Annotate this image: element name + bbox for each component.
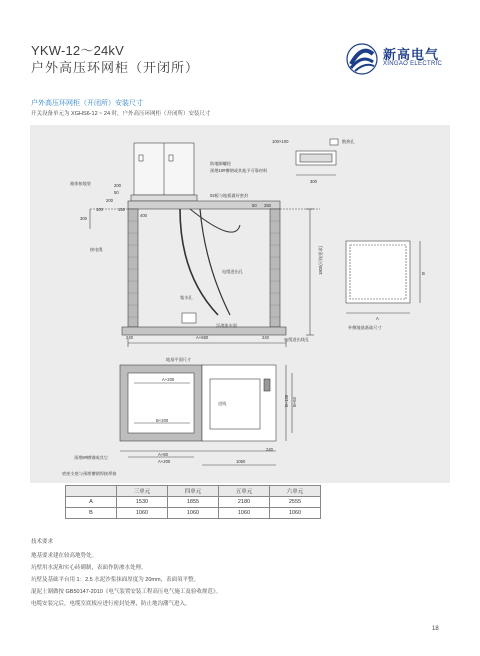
dim-b-60: B+60 xyxy=(292,397,297,407)
company-logo xyxy=(345,42,455,76)
label-ground-lower: 电缆进出线孔 xyxy=(284,337,310,342)
dim-240-c: 240 xyxy=(266,447,273,452)
label-ground-flat: 地基平面尺寸 xyxy=(166,357,192,362)
label-anchor-weld: 底座支座与预埋槽钢焊接焊接 xyxy=(62,471,117,476)
section-title: 户外高压环网柜（开闭所）安装尺寸 xyxy=(31,100,143,107)
section-description: 开关设备单元为 XGHS6-12 ~ 24 时，户外高压环网柜（开闭所）安装尺寸 xyxy=(31,111,211,117)
requirement-item: 电缆安装完后，电缆室底板应进行密封处理，防止地沟潮气进入。 xyxy=(31,601,191,607)
dim-200-a: 200 xyxy=(114,183,121,188)
table-cell: 1060 xyxy=(270,508,321,519)
table-row xyxy=(66,497,321,508)
table-cell: 2180 xyxy=(219,497,270,508)
label-box-ground: 箱体接地装 xyxy=(70,181,91,186)
dim-240-a: 240 xyxy=(126,335,133,340)
table-header-row xyxy=(66,486,321,497)
table-cell: A xyxy=(66,497,117,508)
label-incoming-cable: 进线 xyxy=(218,401,227,406)
dim-400: 400 xyxy=(140,213,147,218)
table-cell: 1060 xyxy=(168,508,219,519)
dim-a-200: A+200 xyxy=(162,377,175,382)
table-header-cell: 五单元 xyxy=(219,486,270,497)
dim-50-a: 50 xyxy=(114,190,119,195)
requirement-item: 坑壁及基础平台用 1：2.5 水泥沙浆抹面厚度为 20mm，表面須平整。 xyxy=(31,577,200,583)
table-cell: 1855 xyxy=(168,497,219,508)
dim-150: 150 xyxy=(118,207,125,212)
dim-200-b: 200 xyxy=(106,198,113,203)
table-cell: 2555 xyxy=(270,497,321,508)
dim-100: 100 xyxy=(96,207,103,212)
dim-b-100: B+100 xyxy=(284,394,289,407)
table-cell: 1060 xyxy=(117,508,168,519)
dim-a-80: A+80 xyxy=(158,452,168,457)
dim-300: 300 xyxy=(80,216,87,221)
logo-company-name: 新高电气 xyxy=(383,47,440,62)
label-embedded-channel: 预埋8#槽钢或其它 xyxy=(74,455,108,460)
dim-plan-b: B xyxy=(422,271,425,276)
dim-1050: 1050 xyxy=(236,459,246,464)
unit-dimension-table xyxy=(65,485,321,519)
dim-elevation: 1800(可按要求) xyxy=(318,246,323,275)
table-header-cell xyxy=(66,486,117,497)
label-sump: 集水孔 xyxy=(180,295,193,300)
table-header-cell: 三单元 xyxy=(117,486,168,497)
label-cable: 接电缆 xyxy=(90,247,103,252)
label-bolt-spec: 预埋10#槽钢或其他予可靠材料 xyxy=(210,168,268,173)
elevation-view xyxy=(90,143,320,347)
label-bottom-plate: 浮渣流水面 xyxy=(216,323,237,328)
label-outer-foundation: 外侧地基基础尺寸 xyxy=(348,325,382,330)
label-bolt: 防地脚螺栓 xyxy=(210,161,231,166)
dim-50-b: 50 xyxy=(252,203,257,208)
table-header-cell: 六单元 xyxy=(270,486,321,497)
dim-plan-a: A xyxy=(376,316,379,321)
product-model-title: YKW-12～24kV xyxy=(31,43,124,58)
dim-b-200: B+200 xyxy=(156,418,169,423)
page-number: 18 xyxy=(432,626,439,632)
dim-250: 250 xyxy=(264,203,271,208)
dim-a-860: A+860 xyxy=(196,335,209,340)
table-cell: 1530 xyxy=(117,497,168,508)
logo-company-english: XINGAO ELECTRIC xyxy=(383,61,443,67)
dim-vent-box: 300 xyxy=(310,179,317,184)
product-name-title: 户外高压环网柜（开闭所） xyxy=(31,60,200,75)
table-header-cell: 四单元 xyxy=(168,486,219,497)
table-cell: 1060 xyxy=(219,508,270,519)
xingao-logo-icon xyxy=(345,42,379,76)
table-row xyxy=(66,508,321,519)
requirement-item: 混泥土制做按 GB50147-2010《电气装置安装工程高压电气施工及验收规范》。 xyxy=(31,589,222,595)
dim-240-b: 240 xyxy=(262,335,269,340)
requirements-title: 技术要求 xyxy=(31,539,54,545)
vent-detail xyxy=(296,139,338,175)
label-vent-size: 100×100 xyxy=(272,139,289,144)
installation-drawing-svg xyxy=(30,125,450,483)
foundation-plan xyxy=(346,241,420,313)
dim-a-200b: A+200 xyxy=(158,459,171,464)
installation-drawing xyxy=(30,125,450,483)
label-cable-trench: 电缆进出孔 xyxy=(222,269,243,274)
requirement-item: 地基要求建在较高地势处。 xyxy=(31,553,98,559)
requirement-item: 坑壁用水泥和实心砖砌制，表面作防渗水处理。 xyxy=(31,565,147,571)
table-cell: B xyxy=(66,508,117,519)
label-vent: 散热孔 xyxy=(342,139,355,144)
label-floor-seal: 02板与地板做好密封 xyxy=(210,193,249,198)
